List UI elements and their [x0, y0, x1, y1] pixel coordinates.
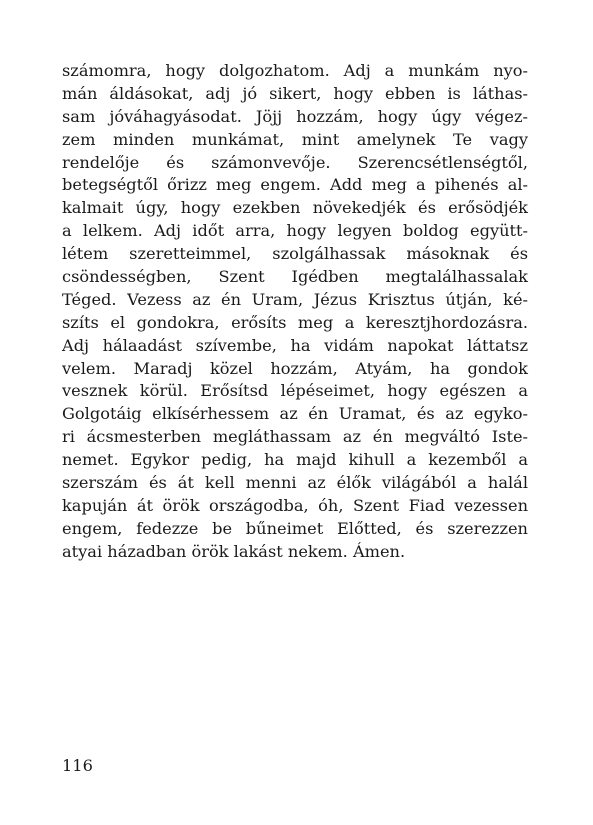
text-line: kalmait úgy, hogy ezekben növekedjék és erősödjék — [62, 198, 528, 218]
text-line-last: atyai házadban örök lakást nekem. Ámen. — [62, 541, 406, 561]
text-line: rendelője és számonvevője. Szerencsétlenségtől, — [62, 152, 528, 172]
text-line: szerszám és át kell menni az élők világából a halál — [62, 473, 528, 493]
prayer-text — [62, 60, 528, 564]
text-line: szíts el gondokra, erősíts meg a keresztjhordozásra. — [62, 312, 528, 332]
text-line: nemet. Egykor pedig, ha majd kihull a kezemből a — [62, 450, 528, 470]
text-line: számomra, hogy dolgozhatom. Adj a munkám nyo- — [62, 61, 528, 80]
text-line: csöndességben, Szent Igédben megtalálhassalak — [62, 267, 528, 287]
text-line: velem. Maradj közel hozzám, Atyám, ha gondok — [62, 358, 528, 378]
page-number: 116 — [62, 756, 93, 775]
text-line: létem szeretteimmel, szolgálhassak másoknak és — [62, 244, 528, 264]
text-line: Adj hálaadást szívembe, ha vidám napokat láttatsz — [62, 335, 528, 355]
text-line: a lelkem. Adj időt arra, hogy legyen boldog együtt- — [62, 221, 528, 241]
text-line: kapuján át örök országodba, óh, Szent Fiad vezessen — [62, 495, 528, 515]
text-line: engem, fedezze be bűneimet Előtted, és szerezzen — [62, 518, 528, 538]
text-line: Téged. Vezess az én Uram, Jézus Krisztus útján, ké- — [62, 289, 528, 309]
text-line: vesznek körül. Erősítsd lépéseimet, hogy egészen a — [62, 381, 528, 401]
text-line: Golgotáig elkísérhessem az én Uramat, és az egyko- — [62, 404, 528, 424]
text-line: zem minden munkámat, mint amelynek Te vagy — [62, 129, 528, 149]
text-line: ri ácsmesterben megláthassam az én megváltó Iste- — [62, 427, 528, 447]
text-line: betegségtől őrizz meg engem. Add meg a pihenés al- — [62, 175, 528, 195]
text-line: sam jóváhagyásodat. Jöjj hozzám, hogy úgy végez- — [62, 106, 528, 126]
text-line: mán áldásokat, adj jó sikert, hogy ebben is láthas- — [62, 83, 528, 103]
